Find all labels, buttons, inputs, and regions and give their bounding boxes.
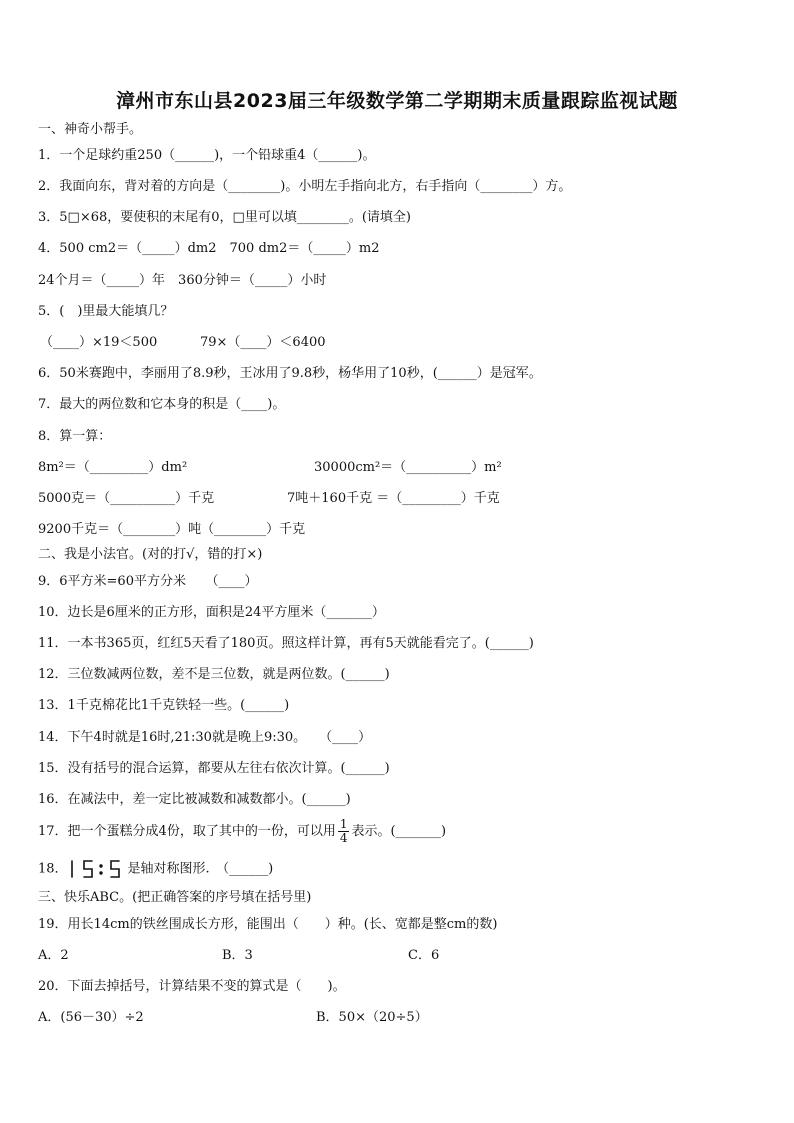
question-6: 6．50米赛跑中，李丽用了8.9秒，王冰用了9.8秒，杨华用了10秒，(______）是冠军。 xyxy=(38,366,542,381)
question-5a: （____）×19＜500 xyxy=(40,335,158,350)
question-5: 5．( )里最大能填几？ xyxy=(38,304,174,319)
section-heading-3: 三、快乐ABC。(把正确答案的序号填在括号里) xyxy=(38,890,312,905)
question-11: 11．一本书365页，红红5天看了180页。照这样计算，再有5天就能看完了。(______) xyxy=(38,636,534,651)
question-17 xyxy=(38,818,446,845)
question-3: 3．5□×68，要使积的末尾有0，□里可以填________。(请填全) xyxy=(38,210,411,225)
question-5b: 79×（____）＜6400 xyxy=(200,335,326,350)
fraction-numerator: 1 xyxy=(339,817,348,831)
question-14: 14．下午4时就是16时,21:30就是晚上9:30。 （____） xyxy=(38,730,372,745)
colon-dot-bottom xyxy=(100,872,102,874)
digit-5b-stroke xyxy=(111,861,119,877)
question-8b1: 5000克＝（__________）千克 xyxy=(38,491,215,506)
option-19a: A．2 xyxy=(38,948,69,963)
question-8c1: 9200千克＝（________）吨（________）千克 xyxy=(38,522,306,537)
question-1: 1．一个足球约重250（______)，一个铅球重4（______)。 xyxy=(38,148,376,163)
question-16: 16．在减法中，差一定比被减数和减数都小。(______) xyxy=(38,792,351,807)
option-20b: B．50×（20÷5） xyxy=(316,1010,428,1025)
question-12: 12．三位数减两位数，差不是三位数，就是两位数。(______) xyxy=(38,667,390,682)
fraction xyxy=(338,818,350,845)
digit-5-stroke xyxy=(84,861,92,877)
question-8a2: 30000cm²＝（__________）m² xyxy=(314,460,502,475)
question-18-number: 18． xyxy=(38,861,68,877)
option-20a: A．(56－30）÷2 xyxy=(38,1010,144,1025)
question-2: 2．我面向东，背对着的方向是（________)。小明左手指向北方，右手指向（________）方。 xyxy=(38,179,572,194)
question-18 xyxy=(38,859,273,879)
colon-dot-top xyxy=(100,865,102,867)
question-10: 10．边长是6厘米的正方形，面积是24平方厘米（_______） xyxy=(38,605,385,620)
question-13: 13．1千克棉花比1千克铁轻一些。(______) xyxy=(38,698,290,713)
question-20: 20．下面去掉括号，计算结果不变的算式是（ )。 xyxy=(38,979,346,994)
question-8b2: 7吨＋160千克 ＝（_________）千克 xyxy=(287,491,500,506)
fraction-denominator: 4 xyxy=(339,831,348,845)
question-9: 9．6平方米=60平方分米 （____） xyxy=(38,574,258,589)
question-8a1: 8m²＝（_________）dm² xyxy=(38,460,188,475)
digital-15-5-figure xyxy=(68,859,126,879)
question-7: 7．最大的两位数和它本身的积是（____)。 xyxy=(38,397,286,412)
page-title: 漳州市东山县2023届三年级数学第二学期期末质量跟踪监视试题 xyxy=(116,90,678,112)
question-15: 15．没有括号的混合运算，都要从左往右依次计算。(______) xyxy=(38,761,390,776)
question-4a: 4．500 cm2＝（_____）dm2 700 dm2＝（_____）m2 xyxy=(38,241,380,256)
question-18-text: 是轴对称图形. （______) xyxy=(127,861,274,877)
question-8: 8．算一算： xyxy=(38,429,112,444)
question-17-tail: 表示。(_______) xyxy=(351,824,447,839)
option-19c: C．6 xyxy=(408,948,440,963)
option-19b: B．3 xyxy=(222,948,253,963)
question-4b: 24个月＝（_____）年 360分钟＝（_____）小时 xyxy=(38,273,327,288)
section-heading-2: 二、我是小法官。(对的打√，错的打×) xyxy=(38,547,263,562)
section-heading-1: 一、神奇小帮手。 xyxy=(38,122,143,137)
question-19: 19．用长14cm的铁丝围成长方形，能围出（ ）种。(长、宽都是整cm的数) xyxy=(38,917,498,932)
question-17-text: 17．把一个蛋糕分成4份，取了其中的一份，可以用 xyxy=(38,824,336,839)
